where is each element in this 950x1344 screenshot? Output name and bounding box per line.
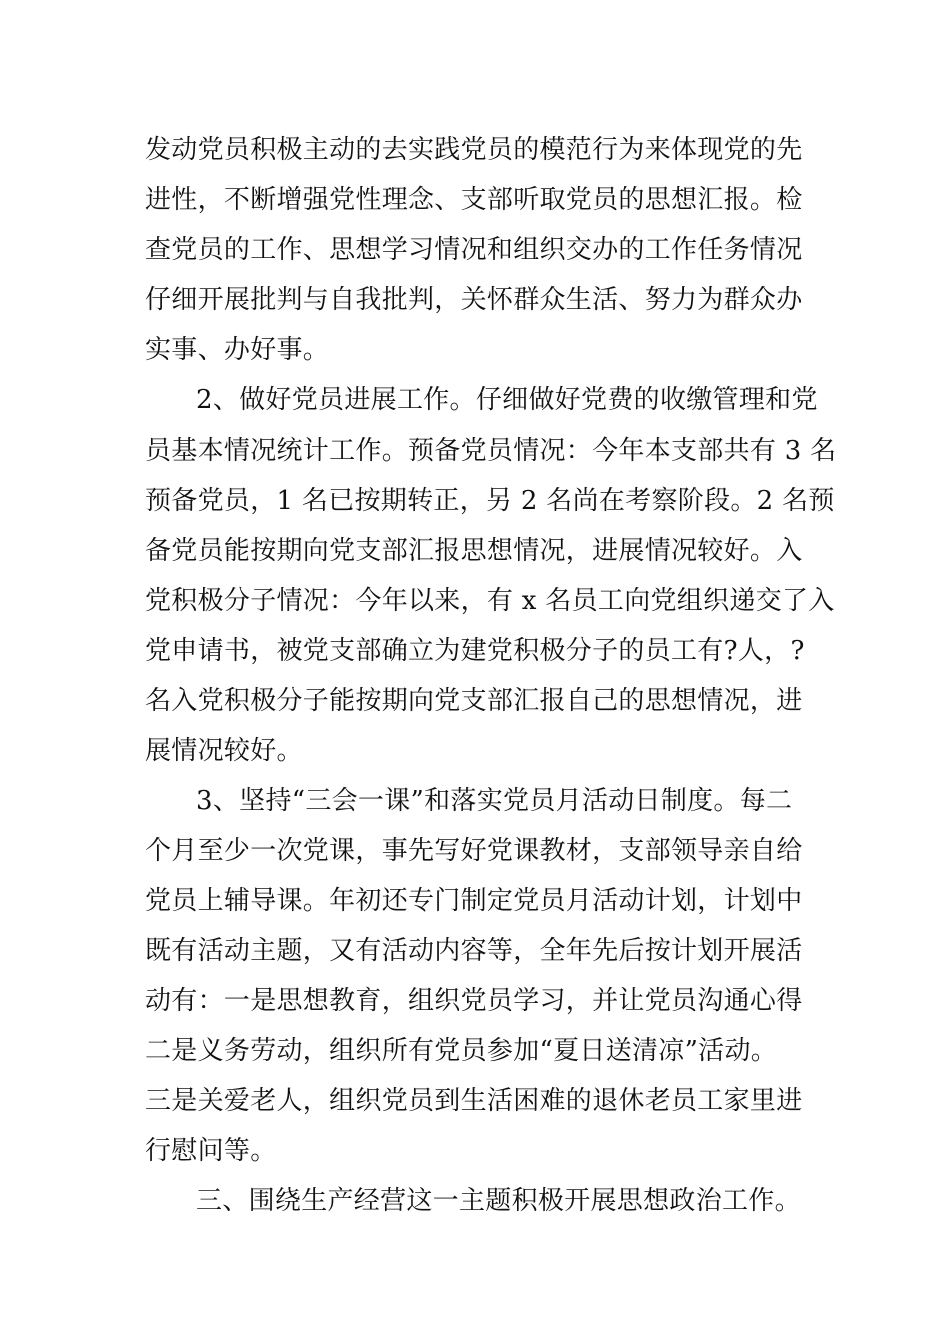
text-line: 三是关爱老人，组织党员到生活困难的退休老员工家里进 <box>145 1086 803 1116</box>
text-line: 员基本情况统计工作。预备党员情况：今年本支部共有 3 名 <box>145 436 837 466</box>
paragraph-2-start: 2、做好党员进展工作。仔细做好党费的收缴管理和党 <box>196 385 818 415</box>
paragraph-3-start: 3、坚持“三会一课”和落实党员月活动日制度。每二 <box>196 786 793 816</box>
text-line: 个月至少一次党课，事先写好党课教材，支部领导亲自给 <box>145 836 803 866</box>
section-heading: 三、围绕生产经营这一主题积极开展思想政治工作。 <box>196 1186 801 1216</box>
text-line: 动有：一是思想教育，组织党员学习，并让党员沟通心得 <box>145 986 803 1016</box>
text-line: 党申请书，被党支部确立为建党积极分子的员工有?人，? <box>145 636 805 666</box>
text-line: 展情况较好。 <box>145 736 303 766</box>
text-line: 备党员能按期向党支部汇报思想情况，进展情况较好。入 <box>145 536 803 566</box>
text-line: 二是义务劳动，组织所有党员参加“夏日送清凉”活动。 <box>145 1036 778 1066</box>
text-line: 查党员的工作、思想学习情况和组织交办的工作任务情况 <box>145 235 803 265</box>
text-line: 名入党积极分子能按期向党支部汇报自己的思想情况，进 <box>145 686 803 716</box>
text-line: 党员上辅导课。年初还专门制定党员月活动计划，计划中 <box>145 886 803 916</box>
text-line: 实事、办好事。 <box>145 335 330 365</box>
text-line: 行慰问等。 <box>145 1136 277 1166</box>
text-line: 党积极分子情况：今年以来，有 x 名员工向党组织递交了入 <box>145 586 835 616</box>
text-line: 预备党员，1 名已按期转正，另 2 名尚在考察阶段。2 名预 <box>145 486 835 516</box>
text-line: 既有活动主题，又有活动内容等，全年先后按计划开展活 <box>145 936 803 966</box>
text-line: 仔细开展批判与自我批判，关怀群众生活、努力为群众办 <box>145 285 803 315</box>
text-line: 发动党员积极主动的去实践党员的模范行为来体现党的先 <box>145 135 803 165</box>
text-line: 进性，不断增强党性理念、支部听取党员的思想汇报。检 <box>145 185 803 215</box>
